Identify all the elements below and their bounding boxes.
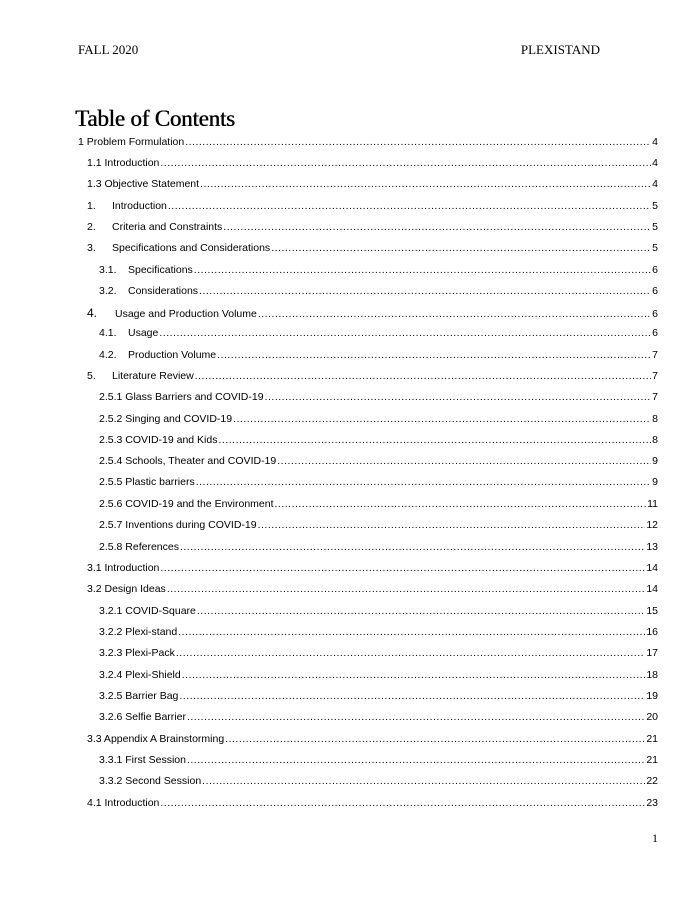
dot-leader: [194, 264, 651, 276]
toc-entry-label: 2.5.8 References: [99, 541, 179, 553]
dot-leader: [187, 754, 645, 766]
dot-leader: [187, 711, 645, 723]
dot-leader: [258, 519, 646, 531]
toc-entry-label: Literature Review: [112, 370, 194, 382]
toc-entry-heading: [87, 157, 159, 169]
dot-leader: [179, 690, 645, 702]
toc-entry-label: Criteria and Constraints: [112, 221, 223, 233]
toc-entry-page: 5: [652, 200, 658, 212]
dot-leader: [185, 136, 651, 148]
toc-entry[interactable]: [0, 754, 695, 770]
toc-entry-label: 1 Problem Formulation: [78, 136, 185, 148]
dot-leader: [275, 498, 647, 510]
dot-leader: [168, 200, 651, 212]
toc-entry-label: 2.5.6 COVID-19 and the Environment: [99, 498, 274, 510]
toc-entry-label: 2.5.2 Singing and COVID-19: [99, 413, 233, 425]
toc-entry-label: 3.3.2 Second Session: [99, 775, 202, 787]
toc-entry[interactable]: [0, 221, 695, 237]
toc-entry-page: 6: [652, 285, 658, 297]
dot-leader: [258, 308, 651, 320]
header-term: FALL 2020: [78, 42, 139, 57]
toc-entry-page: 9: [652, 476, 658, 488]
toc-entry-heading: [99, 285, 198, 297]
toc-entry-number: 3.2.: [99, 285, 117, 297]
toc-entry-label: Usage and Production Volume: [115, 308, 257, 320]
toc-entry-label: 3.2.6 Selfie Barrier: [99, 711, 186, 723]
toc-entry[interactable]: [0, 306, 695, 322]
page-number: 1: [652, 831, 658, 845]
toc-entry-label: 3.2.1 COVID-Square: [99, 605, 196, 617]
toc-entry-label: Considerations: [128, 285, 199, 297]
toc-entry-heading: [99, 647, 175, 659]
toc-entry[interactable]: [0, 711, 695, 727]
toc-entry-page: 21: [646, 754, 658, 766]
toc-entry-heading: [87, 221, 222, 233]
toc-entry[interactable]: [0, 327, 695, 343]
dot-leader: [178, 626, 645, 638]
toc-entry-label: 2.5.5 Plastic barriers: [99, 476, 195, 488]
dot-leader: [225, 733, 645, 745]
toc-entry-heading: [99, 690, 178, 702]
toc-entry-heading: [99, 711, 186, 723]
toc-entry[interactable]: [0, 797, 695, 813]
dot-leader: [223, 221, 651, 233]
toc-entry-heading: [87, 242, 270, 254]
toc-entry-page: 14: [646, 583, 658, 595]
dot-leader: [199, 285, 651, 297]
toc-entry-page: 17: [646, 647, 658, 659]
toc-entry-number: 3.1.: [99, 264, 117, 276]
toc-entry-label: 2.5.3 COVID-19 and Kids: [99, 434, 218, 446]
toc-entry-heading: [99, 626, 177, 638]
toc-entry-number: 4.1.: [99, 327, 117, 339]
toc-entry-page: 13: [646, 541, 658, 553]
toc-entry-page: 5: [652, 242, 658, 254]
toc-entry-page: 21: [646, 733, 658, 745]
toc-entry-heading: [99, 754, 186, 766]
toc-entry-page: 9: [652, 455, 658, 467]
toc-entry-heading: [87, 370, 194, 382]
header-project-name: PLEXISTAND: [520, 42, 600, 57]
dot-leader: [159, 327, 651, 339]
dot-leader: [195, 370, 651, 382]
toc-entry-page: 23: [646, 797, 658, 809]
toc-entry-page: 8: [652, 434, 658, 446]
toc-entry-label: Specifications and Considerations: [112, 242, 271, 254]
toc-entry-page: 22: [646, 775, 658, 787]
toc-entry[interactable]: [0, 605, 695, 621]
toc-entry[interactable]: [0, 562, 695, 578]
toc-entry-label: 3.2.2 Plexi-stand: [99, 626, 178, 638]
dot-leader: [176, 647, 645, 659]
toc-entry-heading: [99, 605, 196, 617]
toc-entry-heading: [99, 775, 201, 787]
toc-entry-page: 12: [646, 519, 658, 531]
toc-entry[interactable]: [0, 690, 695, 706]
toc-entry-number: 5.: [87, 370, 96, 382]
toc-title: Table of Contents: [75, 106, 235, 131]
toc-entry-heading: [87, 733, 224, 745]
dot-leader: [233, 413, 651, 425]
toc-entry-page: 11: [647, 498, 658, 510]
dot-leader: [160, 157, 651, 169]
toc-entry[interactable]: [0, 498, 695, 514]
toc-entry[interactable]: [0, 157, 695, 173]
toc-entry-heading: [99, 391, 264, 403]
dot-leader: [196, 476, 651, 488]
dot-leader: [202, 775, 645, 787]
page-header: [0, 42, 695, 60]
toc-entry-number: 3.: [87, 242, 96, 254]
toc-entry-label: Introduction: [112, 200, 167, 212]
toc-entry-page: 5: [652, 221, 658, 233]
toc-entry-page: 6: [652, 327, 658, 339]
dot-leader: [217, 349, 651, 361]
toc-entry-heading: [99, 455, 276, 467]
toc-entry-heading: [99, 669, 181, 681]
toc-entry-label: 2.5.4 Schools, Theater and COVID-19: [99, 455, 277, 467]
toc-entry[interactable]: [0, 519, 695, 535]
toc-entry-label: 3.3 Appendix A Brainstorming: [87, 733, 225, 745]
toc-entry-page: 4: [652, 178, 658, 190]
toc-entry-label: Production Volume: [128, 349, 217, 361]
toc-entry-page: 19: [646, 690, 658, 702]
toc-entry[interactable]: [0, 733, 695, 749]
toc-entry-number: 1.: [87, 200, 96, 212]
toc-entry-heading: [87, 797, 159, 809]
toc-entry-number: 4.: [87, 306, 98, 320]
toc-entry-heading: [99, 519, 257, 531]
toc-entry[interactable]: [0, 541, 695, 557]
toc-entry-page: 18: [646, 669, 658, 681]
toc-entry[interactable]: [0, 583, 695, 599]
toc-entry[interactable]: [0, 178, 695, 194]
toc-entry-page: 4: [652, 136, 658, 148]
toc-entry-heading: [87, 562, 159, 574]
toc-entry-page: 7: [652, 370, 658, 382]
toc-entry-page: 6: [652, 264, 658, 276]
toc-entry-page: 20: [646, 711, 658, 723]
toc-entry-label: 1.1 Introduction: [87, 157, 160, 169]
toc-entry-page: 8: [652, 413, 658, 425]
toc-entry-label: 3.2.4 Plexi-Shield: [99, 669, 181, 681]
toc-entry-label: 3.2.5 Barrier Bag: [99, 690, 179, 702]
toc-entry-heading: [87, 583, 166, 595]
dot-leader: [180, 541, 645, 553]
toc-entry-page: 7: [652, 349, 658, 361]
dot-leader: [200, 178, 651, 190]
dot-leader: [271, 242, 651, 254]
toc-entry-label: Usage: [128, 327, 159, 339]
toc-entry-heading: [99, 349, 216, 361]
toc-entry[interactable]: [0, 349, 695, 365]
toc-entry-page: 16: [646, 626, 658, 638]
toc-entry[interactable]: [0, 285, 695, 301]
toc-entry-label: 3.2 Design Ideas: [87, 583, 166, 595]
toc-entry-heading: [78, 136, 184, 148]
toc-entry-heading: [99, 413, 232, 425]
toc-entry-label: 1.3 Objective Statement: [87, 178, 200, 190]
toc-entry-label: 2.5.1 Glass Barriers and COVID-19: [99, 391, 264, 403]
toc-entry-heading: [99, 541, 179, 553]
dot-leader: [277, 455, 651, 467]
toc-entry[interactable]: [0, 264, 695, 280]
dot-leader: [182, 669, 646, 681]
toc-entry-heading: [87, 178, 199, 190]
toc-entry[interactable]: [0, 647, 695, 663]
toc-entry-page: 7: [652, 391, 658, 403]
dot-leader: [218, 434, 651, 446]
toc-entry-page: 15: [646, 605, 658, 617]
toc-entry[interactable]: [0, 775, 695, 791]
toc-entry-label: 2.5.7 Inventions during COVID-19: [99, 519, 257, 531]
toc-entry-heading: [99, 476, 195, 488]
toc-entry-page: 6: [652, 308, 658, 320]
toc-entry[interactable]: [0, 242, 695, 258]
toc-entry[interactable]: [0, 136, 695, 152]
toc-entry-label: 3.2.3 Plexi-Pack: [99, 647, 175, 659]
dot-leader: [265, 391, 652, 403]
toc-entry-heading: [99, 264, 193, 276]
toc-entry-number: 2.: [87, 221, 96, 233]
dot-leader: [160, 797, 645, 809]
toc-entry-label: 4.1 Introduction: [87, 797, 160, 809]
toc-entry[interactable]: [0, 434, 695, 450]
toc-entry-label: 3.1 Introduction: [87, 562, 160, 574]
dot-leader: [160, 562, 645, 574]
toc-entry[interactable]: [0, 370, 695, 386]
toc-entry[interactable]: [0, 413, 695, 429]
toc-entry[interactable]: [0, 455, 695, 471]
toc-entry-label: 3.3.1 First Session: [99, 754, 186, 766]
dot-leader: [167, 583, 646, 595]
toc-entry[interactable]: [0, 626, 695, 642]
toc-entry[interactable]: [0, 476, 695, 492]
toc-entry-heading: [99, 434, 217, 446]
toc-entry[interactable]: [0, 669, 695, 685]
toc-entry-heading: [87, 200, 167, 212]
toc-entry-heading: [87, 306, 257, 320]
toc-entry-heading: [99, 498, 274, 510]
toc-entry-heading: [99, 327, 158, 339]
toc-entry-number: 4.2.: [99, 349, 117, 361]
toc-entry[interactable]: [0, 391, 695, 407]
toc-entry-label: Specifications: [128, 264, 193, 276]
toc-entry-page: 4: [652, 157, 658, 169]
toc-entry[interactable]: [0, 200, 695, 216]
dot-leader: [197, 605, 645, 617]
toc-entry-page: 14: [646, 562, 658, 574]
